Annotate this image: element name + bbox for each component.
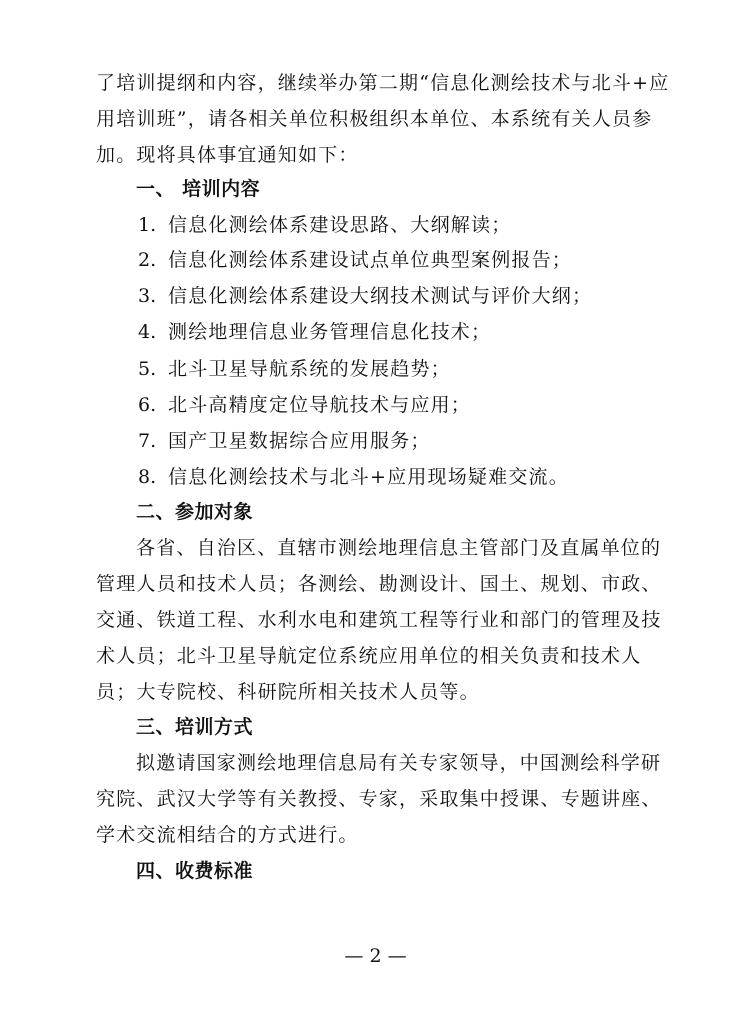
- item-text: 信息化测绘体系建设试点单位典型案例报告；: [168, 249, 573, 271]
- participants-line-3: 交通、铁道工程、水利水电和建筑工程等行业和部门的管理及技: [96, 609, 662, 631]
- item-number: 4.: [138, 321, 157, 343]
- method-line-3: 学术交流相结合的方式进行。: [96, 824, 359, 846]
- training-item-4: [138, 317, 678, 347]
- method-line-2: 究院、武汉大学等有关教授、专家，采取集中授课、专题讲座、: [96, 788, 662, 810]
- intro-line-1: 了培训提纲和内容，继续举办第二期“信息化测绘技术与北斗+应: [96, 72, 670, 94]
- participants-line-5: 员；大专院校、科研院所相关技术人员等。: [96, 681, 480, 703]
- item-number: 5.: [138, 358, 157, 380]
- item-text: 信息化测绘技术与北斗+应用现场疑难交流。: [168, 466, 569, 488]
- intro-line-3: 加。现将具体事宜通知如下：: [96, 144, 359, 166]
- item-number: 1.: [138, 214, 157, 236]
- training-item-2: [138, 245, 678, 275]
- item-number: 6.: [138, 394, 157, 416]
- participants-line-4: 术人员；北斗卫星导航定位系统应用单位的相关负责和技术人: [96, 645, 642, 667]
- item-text: 测绘地理信息业务管理信息化技术；: [168, 321, 492, 343]
- item-text: 北斗高精度定位导航技术与应用；: [168, 394, 472, 416]
- section-3-heading: 三、培训方式: [136, 716, 254, 738]
- participants-line-1: 各省、自治区、直辖市测绘地理信息主管部门及直属单位的: [136, 537, 662, 559]
- training-item-5: [138, 354, 678, 384]
- training-item-8: [138, 462, 678, 492]
- item-text: 信息化测绘体系建设思路、大纲解读；: [168, 214, 512, 236]
- intro-line-2: 用培训班”，请各相关单位积极组织本单位、本系统有关人员参: [96, 108, 653, 130]
- page-number: — 2 —: [344, 945, 407, 967]
- training-item-3: [138, 281, 678, 311]
- method-line-1: 拟邀请国家测绘地理信息局有关专家领导，中国测绘科学研: [136, 752, 662, 774]
- participants-line-2: 管理人员和技术人员；各测绘、勘测设计、国土、规划、市政、: [96, 573, 662, 595]
- item-number: 8.: [138, 466, 157, 488]
- item-text: 国产卫星数据综合应用服务；: [168, 430, 431, 452]
- item-number: 2.: [138, 249, 157, 271]
- training-item-1: [138, 210, 678, 240]
- section-2-heading: 二、参加对象: [136, 501, 254, 523]
- training-item-6: [138, 390, 678, 420]
- section-4-heading: 四、收费标准: [136, 860, 254, 882]
- item-text: 北斗卫星导航系统的发展趋势；: [168, 358, 451, 380]
- item-number: 3.: [138, 285, 157, 307]
- item-text: 信息化测绘体系建设大纲技术测试与评价大纲；: [168, 285, 593, 307]
- training-item-7: [138, 426, 678, 456]
- item-number: 7.: [138, 430, 157, 452]
- section-1-heading: 一、 培训内容: [136, 178, 261, 200]
